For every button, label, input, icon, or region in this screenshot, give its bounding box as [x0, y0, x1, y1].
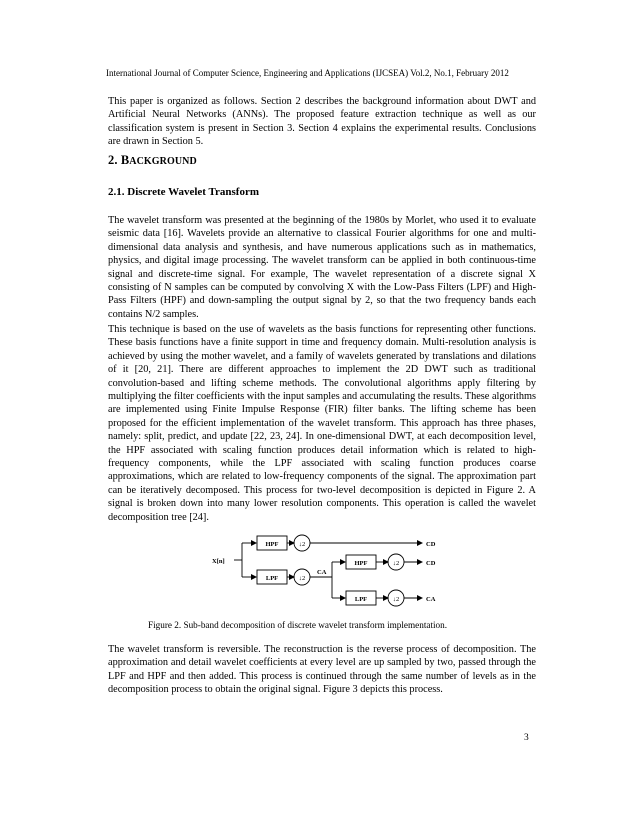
section-first-letter: B	[120, 153, 130, 167]
page-number: 3	[524, 733, 529, 743]
subsection-heading: 2.1. Discrete Wavelet Transform	[108, 186, 260, 198]
downsample-label-3: ↓2	[392, 560, 400, 567]
lpf-label-level2: LPF	[354, 596, 368, 603]
closing-paragraph: The wavelet transform is reversible. The reconstruction is the reverse process of decomposition. The approximation and detail wavelet coefficients at every level are up sampled by two, passed through the LPF and HPF and then added. This process is continued through the same number of levels as in the decomposition process to obtain the original signal. Figure 3 depicts this process.	[108, 644, 536, 696]
section-title-rest: ACKGROUND	[129, 156, 197, 167]
downsample-label-1: ↓2	[298, 541, 306, 548]
downsample-label-4: ↓2	[392, 596, 400, 603]
body-paragraph: The wavelet transform was presented at the beginning of the 1980s by Morlet, who used it to evaluate seismic data [16]. Wavelets provide an alternative to classical Fourier algorithms for one and multi-dimensional data analysis and synthesis, and have numerous applications such as in mathematics, physics, and digital image processing. The wavelet transform can be applied in both continuous-time signal and discrete-time signal. For example, The wavelet representation of a discrete signal X consisting of N samples can be computed by convolving X with the Low-Pass Filters (LPF) and High-Pass Filters (HPF) and down-sampling the output signal by 2, so that the two frequency bands each contains N/2 samples.	[108, 215, 536, 320]
wavelet-decomposition-diagram	[200, 526, 460, 614]
section-number: 2.	[108, 153, 121, 167]
section-heading	[108, 153, 197, 168]
cd-label-level1: CD	[426, 541, 436, 548]
ca-label-level2: CA	[426, 596, 436, 603]
running-header: International Journal of Computer Science, Engineering and Applications (IJCSEA) Vol.2, No.1, February 2012	[106, 68, 509, 78]
lpf-label-level1: LPF	[265, 575, 279, 582]
downsample-label-2: ↓2	[298, 575, 306, 582]
hpf-label-level1: HPF	[265, 541, 279, 548]
cd-label-level2: CD	[426, 560, 436, 567]
body-paragraph: This technique is based on the use of wavelets as the basis functions for representing other functions. These basis functions have a finite support in time and frequency domain. Multi-resolution analysis is achieved by using the mother wavelet, and a family of wavelets generated by translations and dilations of it [20, 21]. There are different approaches to implement the 2D DWT such as traditional convolution-based and lifting scheme methods. The convolutional algorithms apply filtering by multiplying the filter coefficients with the input samples and accumulating the results. These algorithms are implemented using Finite Impulse Response (FIR) filter banks. The lifting scheme has been proposed for the efficient implementation of the wavelet transform. This approach has three phases, namely: split, predict, and update [22, 23, 24]. In one-dimensional DWT, at each decomposition level, the HPF associated with scaling function produces detail information which is related to high-frequency components, while the LPF associated with scaling function produces coarse approximations, which are related to low-frequency components of the signal. The approximation part can be iteratively decomposed. This process for two-level decomposition is depicted in Figure 2. A signal is broken down into many lower resolution components. This operation is called the wavelet decomposition tree [24].	[108, 324, 536, 523]
ca-label-level1: CA	[317, 569, 327, 576]
intro-paragraph: This paper is organized as follows. Section 2 describes the background information about DWT and Artificial Neural Networks (ANNs). The proposed feature extraction technique as well as our classification system is present in Section 3. Section 4 explains the experimental results. Conclusions are drawn in Section 5.	[108, 96, 536, 148]
figure-caption: Figure 2. Sub-band decomposition of discrete wavelet transform implementation.	[148, 620, 448, 630]
input-label: X[n]	[212, 558, 225, 565]
hpf-label-level2: HPF	[354, 560, 368, 567]
